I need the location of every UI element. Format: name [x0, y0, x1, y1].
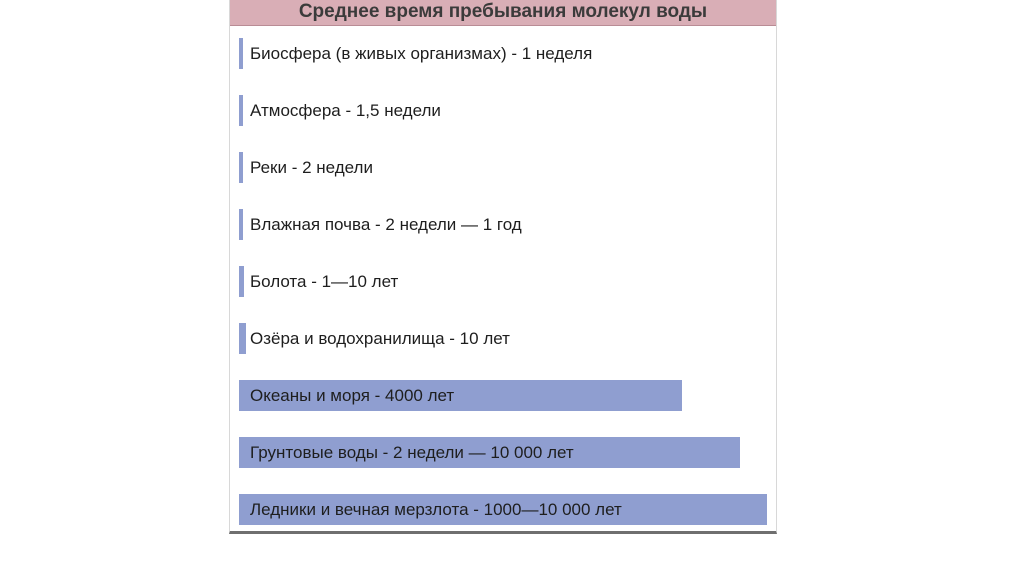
chart-bar: [239, 38, 243, 69]
chart-bar: [239, 152, 243, 183]
chart-bar: [239, 209, 243, 240]
chart-category-label: Реки - 2 недели: [250, 158, 373, 177]
chart-row: [239, 209, 767, 240]
chart-category-label: Болота - 1—10 лет: [250, 272, 399, 291]
chart-title: Среднее время пребывания молекул воды: [298, 0, 708, 22]
chart-rows: [230, 0, 776, 534]
chart-category-label: Ледники и вечная мерзлота - 1000—10 000 лет: [250, 500, 622, 519]
chart-row: [239, 266, 767, 297]
chart-row: [239, 380, 767, 411]
chart-row: [239, 38, 767, 69]
chart-category-label: Океаны и моря - 4000 лет: [250, 386, 455, 405]
chart-bar: [239, 95, 243, 126]
chart-panel: [229, 0, 777, 534]
chart-row: [239, 437, 767, 468]
chart-category-label: Озёра и водохранилища - 10 лет: [250, 329, 510, 348]
chart-row: [239, 95, 767, 126]
chart-row: [239, 152, 767, 183]
chart-category-label: Атмосфера - 1,5 недели: [250, 101, 441, 120]
chart-category-label: Биосфера (в живых организмах) - 1 неделя: [250, 44, 593, 63]
chart-bar: [239, 323, 246, 354]
chart-row: [239, 494, 767, 525]
chart-bar: [239, 266, 244, 297]
chart-category-label: Влажная почва - 2 недели — 1 год: [250, 215, 522, 234]
chart-category-label: Грунтовые воды - 2 недели — 10 000 лет: [250, 443, 574, 462]
chart-row: [239, 323, 767, 354]
